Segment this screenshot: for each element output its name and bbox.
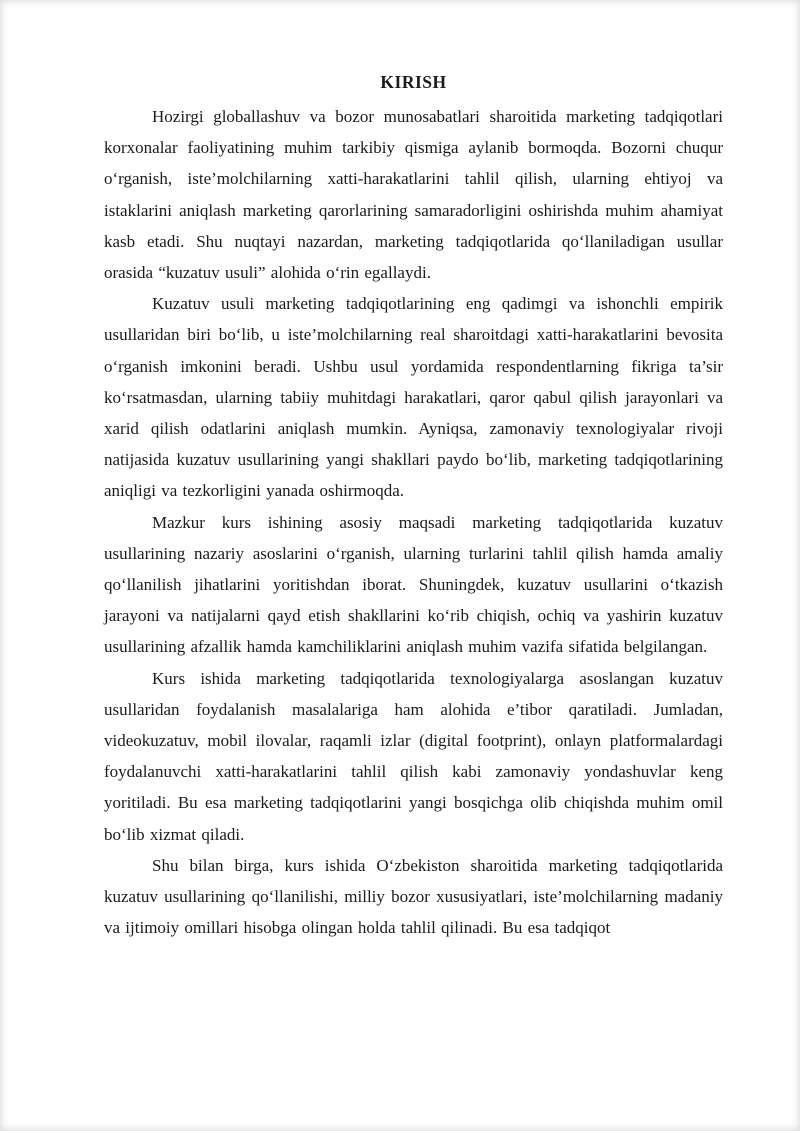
paragraph-ozbekiston: Shu bilan birga, kurs ishida O‘zbekiston sharoitida marketing tadqiqotlarida kuzatuv usullarining qo‘llanilishi, milliy bozor xususiyatlari, iste’molchilarning madaniy va ijtimoiy omillari hisobga olingan holda tahlil qilinadi. Bu esa tadqiqot [104, 855, 723, 938]
page-title: KIRISH [380, 72, 447, 92]
paragraph-kurs-maqsadi: Mazkur kurs ishining asosiy maqsadi marketing tadqiqotlarida kuzatuv usullarining nazariy asoslarini o‘rganish, ularning turlarini tahlil qilish hamda amaliy qo‘llanilish jihatlarini yoritishdan iborat. Shuningdek, kuzatuv usullarini o‘tkazish jarayoni va natijalarni qayd etish shakllarini ko‘rib chiqish, ochiq va yashirin kuzatuv usullarining afzallik hamda kamchiliklarini aniqlash muhim vazifa sifatida belgilangan. [104, 512, 723, 657]
paragraph-kuzatuv-usuli: Kuzatuv usuli marketing tadqiqotlarining eng qadimgi va ishonchli empirik usullaridan biri bo‘lib, u iste’molchilarning real sharoitdagi xatti-harakatlarini bevosita o‘rganish imkonini beradi. Ushbu usul yordamida respondentlarning fikriga ta’sir ko‘rsatmasdan, ularning tabiiy muhitdagi harakatlari, qaror qabul qilish jarayonlari va xarid qilish odatlarini aniqlash mumkin. Ayniqsa, zamonaviy texnologiyalar rivoji natijasida kuzatuv usullarining yangi shakllari paydo bo‘lib, marketing tadqiqotlarining aniqligi va tezkorligini yanada oshirmoqda. [104, 294, 723, 501]
paragraph-texnologiyalar: Kurs ishida marketing tadqiqotlarida texnologiyalarga asoslangan kuzatuv usullaridan foydalanish masalalariga ham alohida e’tibor qaratiladi. Jumladan, videokuzatuv, mobil ilovalar, raqamli izlar (digital footprint), onlayn platformalardagi foydalanuvchi xatti-harakatlarini tahlil qilish kabi zamonaviy yondashuvlar keng yoritiladi. Bu esa marketing tadqiqotlarini yangi bosqichga olib chiqishda muhim omil bo‘lib xizmat qiladi. [104, 668, 723, 844]
paragraph-intro-marketing: Hozirgi globallashuv va bozor munosabatlari sharoitida marketing tadqiqotlari korxonalar faoliyatining muhim tarkibiy qismiga aylanib bormoqda. Bozorni chuqur o‘rganish, iste’molchilarning xatti-harakatlarini tahlil qilish, ularning ehtiyoj va istaklarini aniqlash marketing qarorlarining samaradorligini oshirishda muhim ahamiyat kasb etadi. Shu nuqtayi nazardan, marketing tadqiqotlarida qo‘llaniladigan usullar orasida “kuzatuv usuli” alohida o‘rin egallaydi. [104, 107, 723, 283]
